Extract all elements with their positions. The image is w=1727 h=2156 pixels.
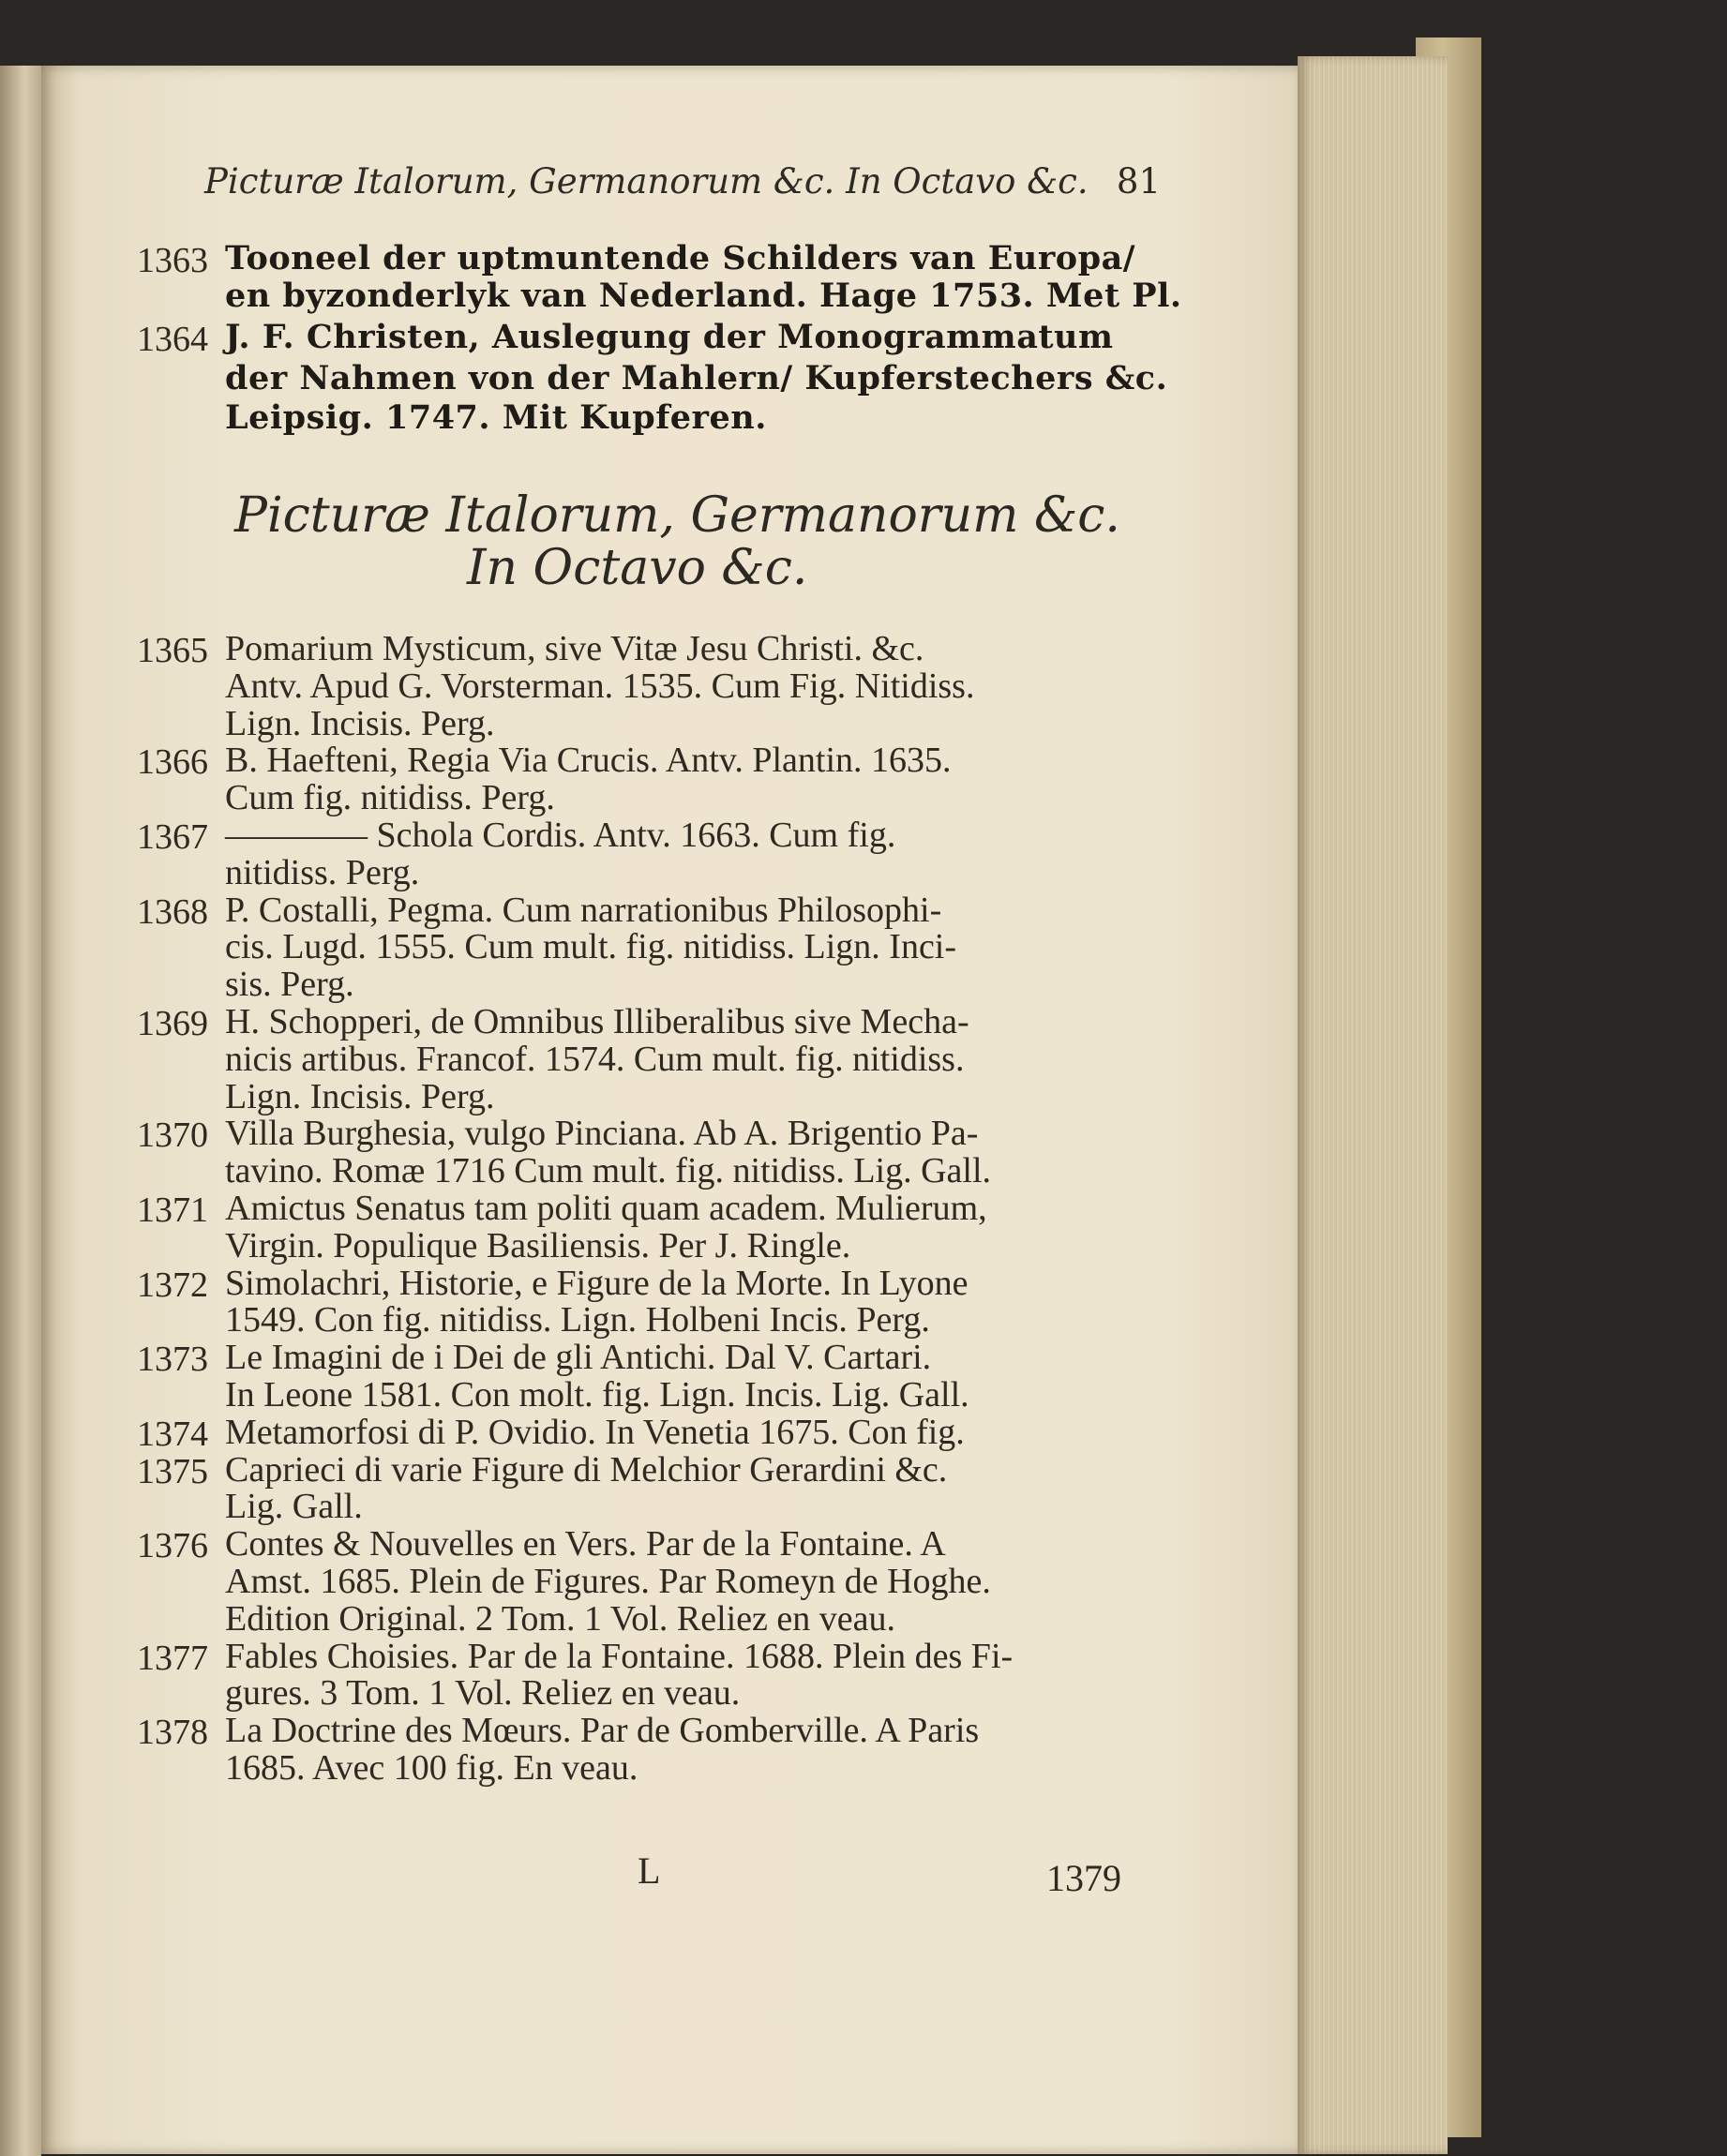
entry-line: der Nahmen von der Mahlern/ Kupferstechers &c.	[225, 359, 1168, 397]
entry-number: 1363	[137, 241, 208, 280]
entry-number: 1376	[137, 1526, 208, 1566]
entry-line: Lig. Gall.	[225, 1487, 363, 1527]
entry-line: nitidiss. Perg.	[225, 852, 420, 892]
entry-number: 1375	[137, 1451, 208, 1491]
entry-number: 1370	[137, 1115, 208, 1156]
entry-line: nicis artibus. Francof. 1574. Cum mult. fig. nitidiss.	[225, 1039, 965, 1079]
entry-number: 1367	[137, 817, 208, 857]
entry-line: La Doctrine des Mœurs. Par de Gomberville. A Paris	[225, 1711, 980, 1751]
entry-number: 1378	[137, 1713, 208, 1753]
entry-line: H. Schopperi, de Omnibus Illiberalibus sive Mecha-	[225, 1002, 969, 1041]
entry-number: 1364	[137, 320, 208, 359]
entry-number: 1372	[137, 1265, 208, 1305]
entry-line: Metamorfosi di P. Ovidio. In Venetia 1675. Con fig.	[225, 1412, 965, 1452]
entry-line: Leipsig. 1747. Mit Kupferen.	[225, 398, 767, 437]
signature-mark: L	[638, 1849, 661, 1892]
entry-line: ———— Schola Cordis. Antv. 1663. Cum fig.	[225, 816, 896, 855]
entry-line: Lign. Incisis. Perg.	[225, 1076, 495, 1116]
entry-line: J. F. Christen, Auslegung der Monogrammatum	[225, 318, 1114, 356]
section-heading-line1: Picturæ Italorum, Germanorum &c.	[234, 487, 1120, 544]
entry-line: Simolachri, Historie, e Figure de la Morte. In Lyone	[225, 1263, 969, 1303]
entry-line: tavino. Romæ 1716 Cum mult. fig. nitidiss. Lig. Gall.	[225, 1151, 992, 1191]
entry-line: Amictus Senatus tam politi quam academ. Mulierum,	[225, 1189, 987, 1228]
catchword: 1379	[1046, 1857, 1121, 1899]
entry-number: 1366	[137, 742, 208, 783]
entry-line: 1549. Con fig. nitidiss. Lign. Holbeni Incis. Perg.	[225, 1300, 930, 1340]
entry-line: Pomarium Mysticum, sive Vitæ Jesu Christi. &c.	[225, 629, 924, 668]
entry-number: 1369	[137, 1004, 208, 1043]
entry-line: P. Costalli, Pegma. Cum narrationibus Philosophi-	[225, 890, 942, 930]
running-head	[204, 161, 1161, 208]
entry-number: 1371	[137, 1190, 208, 1230]
page-edges	[1298, 56, 1448, 2154]
entry-line: Contes & Nouvelles en Vers. Par de la Fontaine. A	[225, 1524, 946, 1565]
entry-line: Lign. Incisis. Perg.	[225, 703, 495, 743]
entry-line: Tooneel der uptmuntende Schilders van Europa/	[225, 239, 1136, 277]
entry-line: B. Haefteni, Regia Via Crucis. Antv. Plantin. 1635.	[225, 741, 952, 781]
entry-line: Antv. Apud G. Vorsterman. 1535. Cum Fig. Nitidiss.	[225, 666, 975, 706]
entry-line: Cum fig. nitidiss. Perg.	[225, 778, 555, 818]
entry-line: In Leone 1581. Con molt. fig. Lign. Incis. Lig. Gall.	[225, 1375, 969, 1415]
entry-line: Caprieci di varie Figure di Melchior Gerardini &c.	[225, 1449, 948, 1490]
entry-number: 1373	[137, 1340, 208, 1380]
entry-line: Villa Burghesia, vulgo Pinciana. Ab A. Brigentio Pa-	[225, 1114, 979, 1154]
page-number: 81	[1116, 161, 1161, 202]
running-head-title: Picturæ Italorum, Germanorum &c. In Octavo &c.	[204, 161, 1089, 202]
entry-number: 1374	[137, 1414, 208, 1454]
section-heading-line2: In Octavo &c.	[467, 540, 808, 596]
entry-line: Edition Original. 2 Tom. 1 Vol. Reliez en veau.	[225, 1598, 896, 1639]
entry-number: 1365	[137, 631, 208, 670]
entry-line: 1685. Avec 100 fig. En veau.	[225, 1748, 638, 1788]
entry-line: Amst. 1685. Plein de Figures. Par Romeyn de Hoghe.	[225, 1562, 991, 1601]
left-page-edge	[0, 66, 41, 2156]
entry-line: en byzonderlyk van Nederland. Hage 1753. Met Pl.	[225, 277, 1182, 315]
entry-line: sis. Perg.	[225, 965, 354, 1005]
entry-line: Le Imagini de i Dei de gli Antichi. Dal V. Cartari.	[225, 1338, 932, 1378]
entry-line: Virgin. Populique Basiliensis. Per J. Ringle.	[225, 1225, 851, 1265]
entry-line: gures. 3 Tom. 1 Vol. Reliez en veau.	[225, 1673, 741, 1714]
entry-number: 1368	[137, 891, 208, 932]
entry-line: Fables Choisies. Par de la Fontaine. 1688. Plein des Fi-	[225, 1636, 1014, 1676]
entry-number: 1377	[137, 1638, 208, 1678]
entry-line: cis. Lugd. 1555. Cum mult. fig. nitidiss. Lign. Inci-	[225, 927, 957, 967]
